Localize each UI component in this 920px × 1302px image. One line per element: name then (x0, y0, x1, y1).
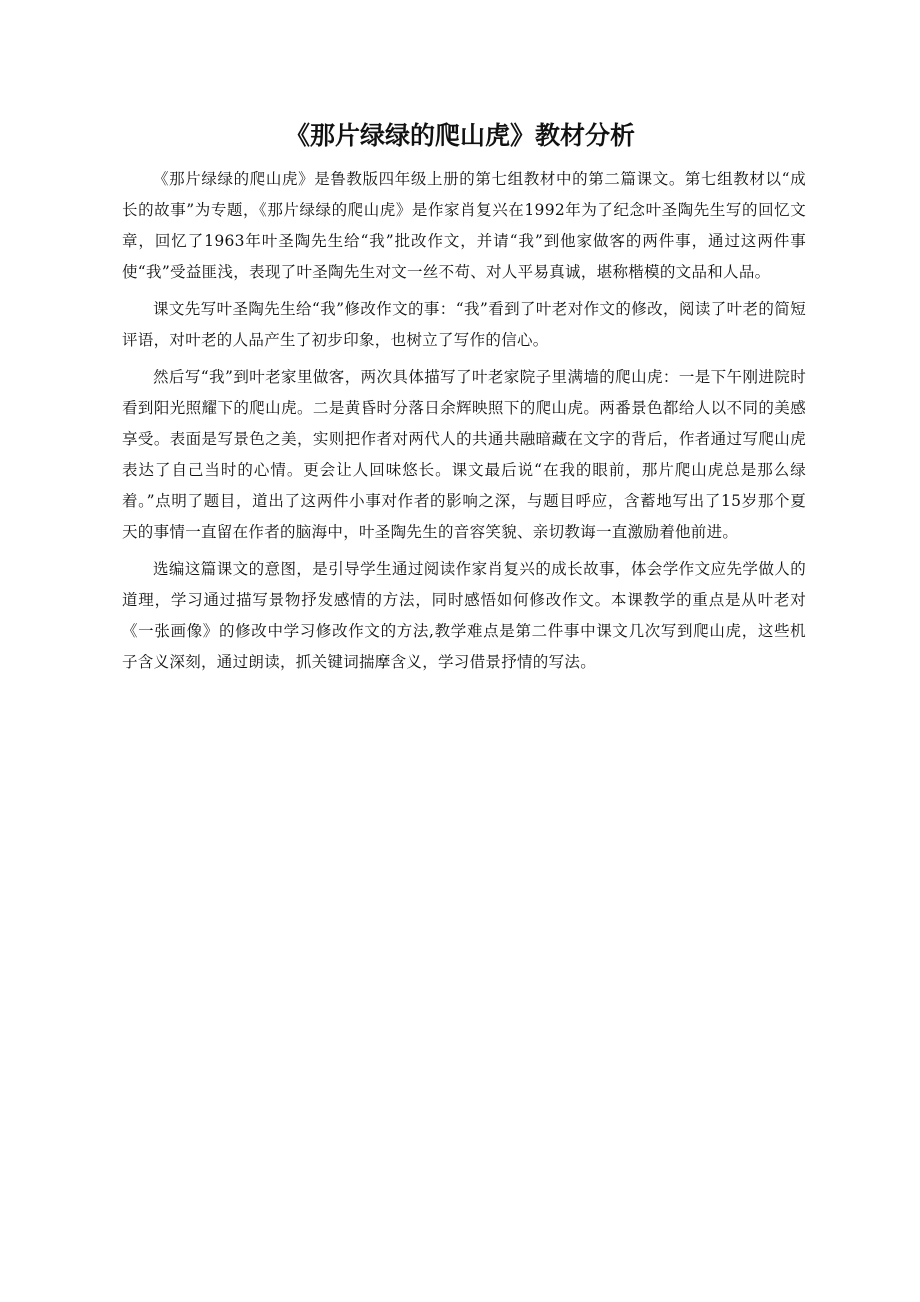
paragraph-first-event: 课文先写叶圣陶先生给“我”修改作文的事：“我”看到了叶老对作文的修改，阅读了叶老的简短评语，对叶老的人品产生了初步印象，也树立了写作的信心。 (122, 300, 806, 349)
paragraph-teaching-intent: 选编这篇课文的意图，是引导学生通过阅读作家肖复兴的成长故事，体会学作文应先学做人的道理，学习通过描写景物抒发感情的方法，同时感悟如何修改作文。本课教学的重点是从叶老对《一张画像》的修改中学习修改作文的方法,教学难点是第二件事中课文几次写到爬山虎，这些机子含义深刻，通过朗读，抓关键词揣摩含义，学习借景抒情的写法。 (122, 560, 806, 671)
paragraph-intro: 《那片绿绿的爬山虎》是鲁教版四年级上册的第七组教材中的第二篇课文。第七组教材以“成长的故事”为专题，《那片绿绿的爬山虎》是作家肖复兴在1992年为了纪念叶圣陶先生写的回忆文章，回忆了1963年叶圣陶先生给“我”批改作文，并请“我”到他家做客的两件事，通过这两件事使“我”受益匪浅，表现了叶圣陶先生对文一丝不苟、对人平易真诚，堪称楷模的文品和人品。 (122, 170, 806, 281)
paragraph-second-event: 然后写“我”到叶老家里做客，两次具体描写了叶老家院子里满墙的爬山虎：一是下午刚进院时看到阳光照耀下的爬山虎。二是黄昏时分落日余辉映照下的爬山虎。两番景色都给人以不同的美感享受。表面是写景色之美，实则把作者对两代人的共通共融暗藏在文字的背后，作者通过写爬山虎表达了自己当时的心情。更会让人回味悠长。课文最后说“在我的眼前，那片爬山虎总是那么绿着。”点明了题目，道出了这两件小事对作者的影响之深，与题目呼应，含蓄地写出了15岁那个夏天的事情一直留在作者的脑海中，叶圣陶先生的音容笑貌、亲切教诲一直激励着他前进。 (122, 368, 806, 541)
document-body (122, 164, 806, 678)
document-title: 《那片绿绿的爬山虎》教材分析 (284, 121, 635, 150)
